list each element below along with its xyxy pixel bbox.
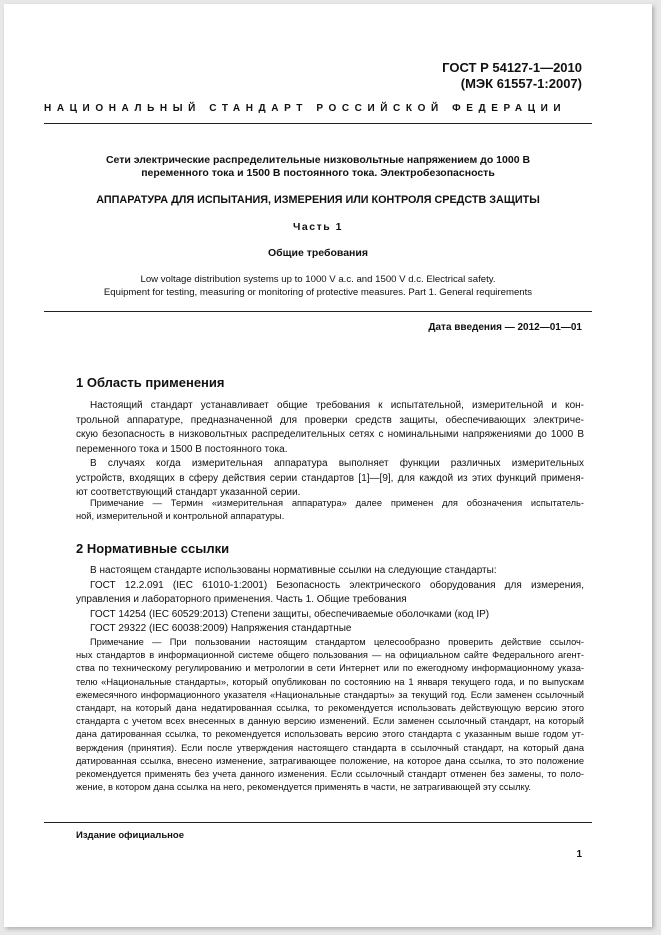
section-2-heading: 2 Нормативные ссылки (76, 541, 230, 556)
note-line: верждения (принятия). Если после утверждения настоящего стандарта в ссылочный стандарт, на который дана (76, 742, 584, 753)
header-divider (44, 123, 592, 124)
english-title-line: Equipment for testing, measuring or monitoring of protective measures. Part 1. General requirements (103, 287, 533, 298)
text-line: трольной аппаратуре, предназначенной для проверки средств защиты, обеспечивающих электриче- (76, 414, 584, 426)
reference-line: ГОСТ 29322 (IEC 60038:2009) Напряжения стандартные (90, 623, 352, 634)
official-edition-label: Издание официальное (76, 830, 184, 841)
note-line: датированная ссылка, внесено изменение, затрагивающее положение, на которое дана ссылка, то это положение (76, 755, 584, 766)
note-line: рекомендуется применять без учета данного изменения. Если ссылочный стандарт отменен без замены, то поло- (76, 769, 584, 780)
introduction-date: Дата введения — 2012—01—01 (428, 322, 582, 333)
russian-title (44, 154, 592, 180)
russian-title-line: Сети электрические распределительные низковольтные напряжением до 1000 В (105, 154, 531, 166)
text-line: Настоящий стандарт устанавливает общие требования к испытательной, измерительной и кон- (90, 400, 584, 411)
standard-number: ГОСТ Р 54127-1—2010 (442, 60, 582, 75)
standard-number-block (442, 60, 582, 92)
footer-divider (44, 822, 592, 823)
text-line: переменного тока и 1500 В постоянного тока. (76, 443, 288, 455)
section-1-note (76, 497, 584, 523)
iec-number: (МЭК 61557-1:2007) (460, 76, 582, 91)
note-line: стандарт, на который дана недатированная ссылка, то рекомендуется использовать действующую версию этого (76, 703, 584, 714)
english-title-line: Low voltage distribution systems up to 1000 V a.c. and 1500 V d.c. Electrical safety. (140, 274, 496, 285)
note-line: Примечание — При пользовании настоящим стандартом целесообразно проверить действие ссылоч- (90, 637, 584, 647)
section-1-heading: 1 Область применения (76, 375, 225, 390)
note-line: ежемесячного информационного указателя «Национальные стандарты» за текущий год. Если заменен ссылочный (76, 689, 584, 700)
main-title: АППАРАТУРА ДЛЯ ИСПЫТАНИЯ, ИЗМЕРЕНИЯ ИЛИ КОНТРОЛЯ СРЕДСТВ ЗАЩИТЫ (96, 194, 540, 206)
text-line: В случаях когда измерительная аппаратура выполняет функции различных измерительных (90, 458, 584, 469)
note-line: ства по техническому регулированию и метрологии в сети Интернет или по ежегодному информационному указа- (76, 663, 584, 674)
section-1-paragraph-1 (76, 399, 584, 457)
note-line: телю «Национальные стандарты», который опубликован по состоянию на 1 января текущего года, и по выпускам (76, 676, 584, 687)
reference-line: ГОСТ 12.2.091 (IEC 61010-1:2001) Безопасность электрического оборудования для измерения, (90, 579, 584, 591)
title-divider (44, 311, 592, 312)
national-standard-heading: НАЦИОНАЛЬНЫЙ СТАНДАРТ РОССИЙСКОЙ ФЕДЕРАЦИИ (44, 103, 567, 114)
page-number: 1 (576, 849, 582, 860)
document-page (4, 4, 652, 927)
english-title (44, 273, 592, 299)
section-2-note (76, 636, 584, 794)
part-label: Часть 1 (293, 221, 343, 233)
note-line: дана датированная ссылка, то рекомендуется использовать версию этого стандарта с указанным выше годом ут- (76, 729, 584, 740)
note-line: стандарта с учетом всех внесенных в данную версию изменений. Если заменен ссылочный стандарт, на который (76, 716, 584, 727)
section-1-paragraph-2 (76, 457, 584, 501)
text-line: устройств, входящих в сферу действия серии стандартов [1]—[9], для каждой из этих функций применя- (76, 472, 584, 484)
text-line: скую безопасность в низковольтных распределительных сетях с номинальными напряжениями до 1000 В (76, 429, 584, 440)
text-line: ют соответствующий стандарт указанной серии. (76, 487, 301, 498)
note-line: ных стандартов в информационной системе общего пользования — на официальном сайте Федерального агент- (76, 650, 584, 661)
note-line: ной, измерительной и контрольной аппаратуры. (76, 511, 285, 522)
general-requirements-title: Общие требования (268, 247, 368, 259)
reference-line: В настоящем стандарте использованы нормативные ссылки на следующие стандарты: (90, 565, 497, 576)
note-line: Примечание — Термин «измерительная аппаратура» далее применен для обозначения испытатель- (90, 498, 584, 508)
reference-line: управления и лабораторного применения. Часть 1. Общие требования (76, 594, 407, 605)
note-line: жение, в котором дана ссылка на него, рекомендуется применять в части, не затрагивающей эту ссылку. (76, 782, 532, 793)
reference-line: ГОСТ 14254 (IEC 60529:2013) Степени защиты, обеспечиваемые оболочками (код IP) (90, 608, 490, 620)
section-2-references (76, 564, 584, 637)
russian-title-line: переменного тока и 1500 В постоянного тока. Электробезопасность (141, 167, 495, 179)
